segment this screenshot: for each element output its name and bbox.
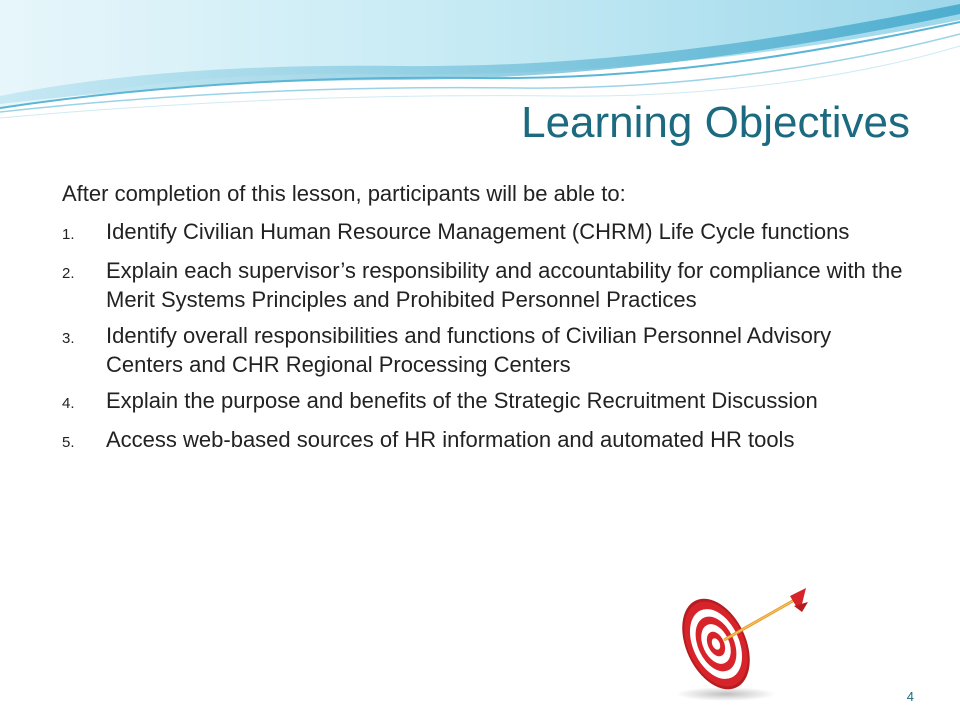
objective-number: 1. <box>62 226 75 243</box>
objective-number: 2. <box>62 265 75 282</box>
objective-item <box>62 256 912 314</box>
objective-item <box>62 321 912 379</box>
objective-number: 5. <box>62 434 75 451</box>
objective-number: 4. <box>62 395 75 412</box>
slide-title: Learning Objectives <box>521 98 910 147</box>
objective-text: Explain each supervisor’s responsibility and accountability for compliance with the Merit Systems Principles and Prohibited Personnel Practices <box>106 258 903 312</box>
intro-text: After completion of this lesson, participants will be able to: <box>62 181 626 206</box>
objective-text: Identify overall responsibilities and functions of Civilian Personnel Advisory Centers and CHR Regional Processing Centers <box>106 323 832 377</box>
objective-text: Identify Civilian Human Resource Management (CHRM) Life Cycle functions <box>106 219 850 244</box>
objective-number: 3. <box>62 330 75 347</box>
objective-item <box>62 386 912 418</box>
objective-item <box>62 217 912 249</box>
objective-text: Explain the purpose and benefits of the Strategic Recruitment Discussion <box>106 388 818 413</box>
slide-body <box>62 180 912 464</box>
objectives-list <box>62 217 912 457</box>
objective-item <box>62 425 912 457</box>
objective-text: Access web-based sources of HR information and automated HR tools <box>106 427 795 452</box>
bullseye-with-arrow-icon <box>666 584 816 704</box>
page-number: 4 <box>906 689 914 704</box>
